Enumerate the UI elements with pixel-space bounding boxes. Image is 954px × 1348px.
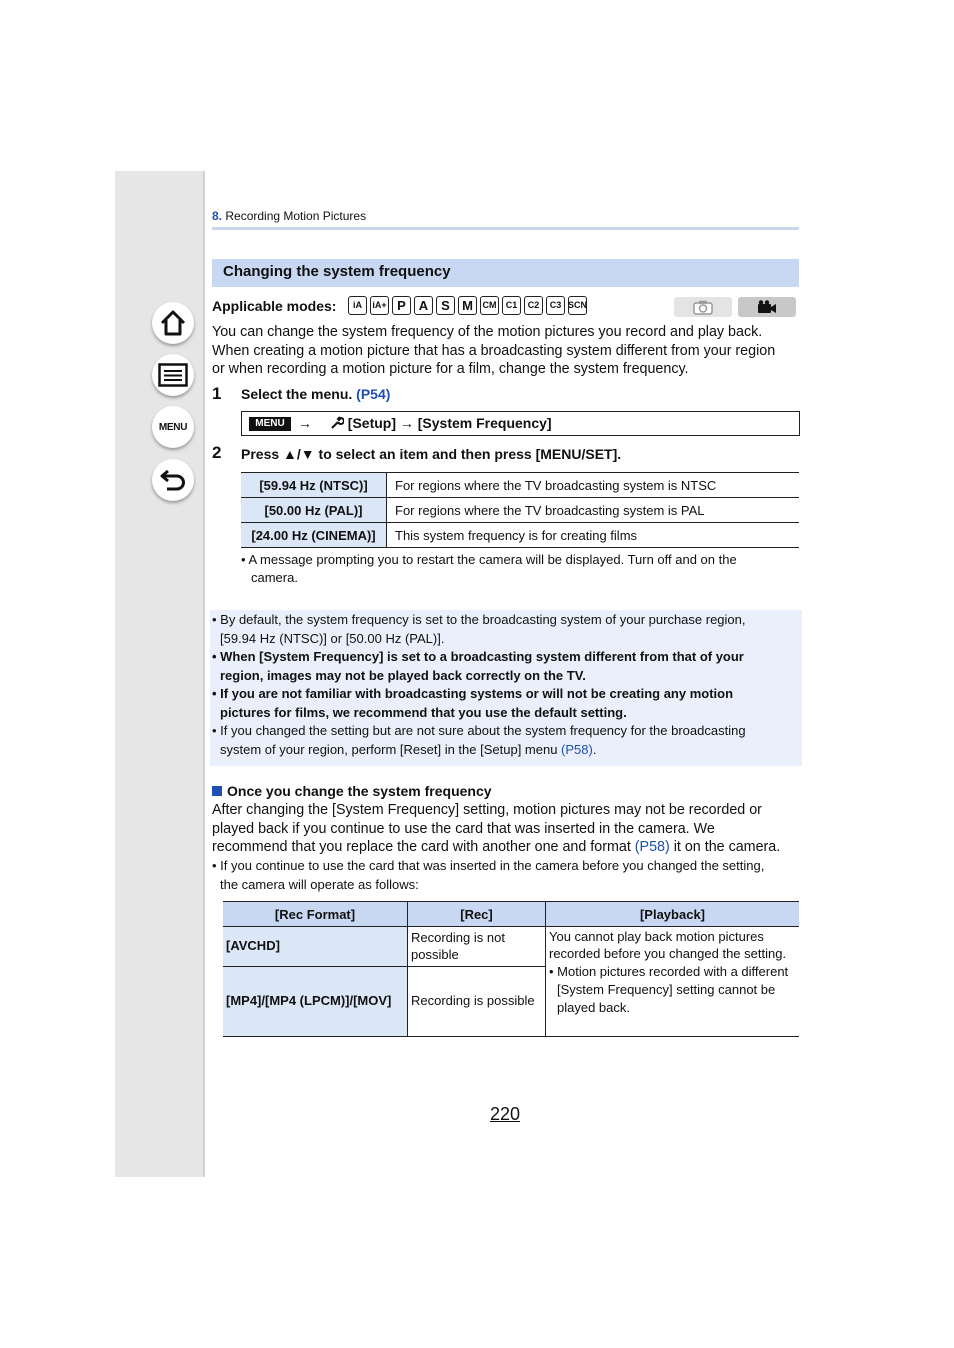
mode-c2-icon: C2: [524, 296, 543, 315]
info-line: region, images may not be played back correctly on the TV.: [220, 668, 586, 683]
wrench-icon: [330, 416, 344, 429]
sidebar-divider: [203, 171, 205, 1177]
table-header-row: [223, 902, 799, 927]
column-header: [Rec]: [408, 902, 546, 927]
info-line: pictures for films, we recommend that you use the default setting.: [220, 705, 627, 720]
mode-a-icon: A: [414, 296, 433, 315]
format-link[interactable]: (P58): [634, 839, 670, 855]
menu-path-text: [Setup] → [System Frequency]: [347, 415, 552, 431]
once-bullet-line-1: • If you continue to use the card that was inserted in the camera before you changed the setting,: [212, 858, 765, 873]
camera-icon: [693, 300, 713, 315]
home-icon: [159, 309, 187, 337]
subsection-heading: [212, 783, 492, 799]
back-button[interactable]: [152, 459, 194, 501]
table-row: [241, 498, 799, 523]
info-line: • If you are not familiar with broadcasting systems or will not be creating any motion: [212, 686, 734, 701]
restart-note-line-1: • A message prompting you to restart the camera will be displayed. Turn off and on the: [241, 552, 737, 567]
rec-cell: Recording is not possible: [408, 927, 546, 967]
breadcrumb-title: Recording Motion Pictures: [225, 209, 367, 223]
breadcrumb: [212, 209, 366, 223]
intro-line-3: or when recording a motion picture for a film, change the system frequency.: [212, 361, 689, 377]
info-line: [59.94 Hz (NTSC)] or [50.00 Hz (PAL)].: [220, 631, 445, 646]
column-header: [Playback]: [546, 902, 800, 927]
rec-format-cell: [MP4]/[MP4 (LPCM)]/[MOV]: [223, 967, 408, 1037]
info-line: • If you changed the setting but are not sure about the system frequency for the broadcasting: [212, 723, 746, 738]
intro-line-2: When creating a motion picture that has a broadcasting system different from your region: [212, 342, 776, 359]
menu-button-label: MENU: [158, 421, 188, 433]
mode-p-icon: P: [392, 296, 411, 315]
rec-format-cell: [AVCHD]: [223, 927, 408, 967]
frequency-option: [50.00 Hz (PAL)]: [241, 498, 387, 523]
once-line-2: played back if you continue to use the card that was inserted in the camera. We: [212, 820, 715, 837]
contents-button[interactable]: [152, 354, 194, 396]
menu-path-box: [241, 411, 800, 436]
table-row: [241, 523, 799, 548]
frequency-option: [59.94 Hz (NTSC)]: [241, 473, 387, 498]
menu-tag: MENU: [249, 417, 291, 431]
playback-text: You cannot play back motion pictures recorded before you changed the setting.: [549, 929, 787, 961]
menu-path-arrow: →: [298, 415, 312, 431]
menu-button[interactable]: [152, 406, 194, 448]
home-button[interactable]: [152, 302, 194, 344]
playback-cell: [546, 927, 800, 1037]
once-line-3a: recommend that you replace the card with another one and format: [212, 839, 635, 855]
info-line-last: [220, 741, 800, 760]
frequency-table: [241, 472, 799, 548]
frequency-description: For regions where the TV broadcasting system is PAL: [387, 498, 800, 523]
section-title: Changing the system frequency: [223, 263, 451, 280]
step-1-label: Select the menu.: [241, 386, 357, 402]
mode-m-icon: M: [458, 296, 477, 315]
menu-path: [298, 415, 552, 431]
once-bullet: [212, 857, 802, 894]
info-line: • By default, the system frequency is set to the broadcasting system of your purchase region,: [212, 612, 746, 627]
mode-c1-icon: C1: [502, 296, 521, 315]
applicable-modes-label: Applicable modes:: [212, 298, 337, 314]
step-1-number: 1: [212, 384, 222, 403]
frequency-description: This system frequency is for creating films: [387, 523, 800, 548]
rec-cell: Recording is possible: [408, 967, 546, 1037]
square-bullet-icon: [212, 786, 222, 796]
intro-paragraph: [212, 323, 802, 379]
section-header: [212, 259, 799, 287]
subsection-title: Once you change the system frequency: [227, 783, 492, 799]
once-paragraph: [212, 801, 802, 857]
list-icon: [158, 363, 188, 387]
breadcrumb-number: 8.: [212, 209, 223, 223]
playback-bullet: • Motion pictures recorded with a different [System Frequency] setting cannot be played back.: [549, 964, 789, 1015]
page-number: 220: [490, 1104, 521, 1124]
step-2-number: 2: [212, 443, 222, 462]
photo-mode-indicator: [674, 297, 732, 317]
mode-s-icon: S: [436, 296, 455, 315]
info-reset-text: system of your region, perform [Reset] in the [Setup] menu: [220, 742, 562, 757]
restart-note: [241, 551, 781, 587]
info-line: • When [System Frequency] is set to a broadcasting system different from that of your: [212, 649, 744, 664]
mode-icons: [348, 296, 587, 315]
mode-creative-movie-icon: CM: [480, 296, 499, 315]
once-bullet-line-2: the camera will operate as follows:: [220, 876, 419, 892]
mode-ia-icon: iA: [348, 296, 367, 315]
mode-ia-plus-icon: iA+: [370, 296, 389, 315]
info-box: [210, 610, 802, 766]
frequency-description: For regions where the TV broadcasting system is NTSC: [387, 473, 800, 498]
frequency-option: [24.00 Hz (CINEMA)]: [241, 523, 387, 548]
table-row: [223, 927, 799, 967]
once-line-3b: it on the camera.: [669, 839, 781, 855]
restart-note-line-2: camera.: [251, 570, 298, 585]
mode-scene-icon: SCN: [568, 296, 587, 315]
back-icon: [159, 468, 187, 492]
table-row: [241, 473, 799, 498]
mode-c3-icon: C3: [546, 296, 565, 315]
info-reset-link[interactable]: (P58): [561, 742, 593, 757]
step-1-text: [241, 386, 390, 402]
step-1-link[interactable]: (P54): [356, 386, 391, 402]
intro-line-1: You can change the system frequency of the motion pictures you record and play back.: [212, 324, 763, 340]
once-line-3: [212, 838, 802, 857]
rec-format-table: [223, 901, 799, 1037]
breadcrumb-rule: [212, 227, 799, 230]
step-2-text: Press ▲/▼ to select an item and then press [MENU/SET].: [241, 446, 622, 462]
once-line-1: After changing the [System Frequency] setting, motion pictures may not be recorded or: [212, 802, 762, 818]
column-header: [Rec Format]: [223, 902, 408, 927]
info-period: .: [592, 742, 597, 757]
video-camera-icon: [757, 300, 777, 314]
video-mode-indicator: [738, 297, 796, 317]
